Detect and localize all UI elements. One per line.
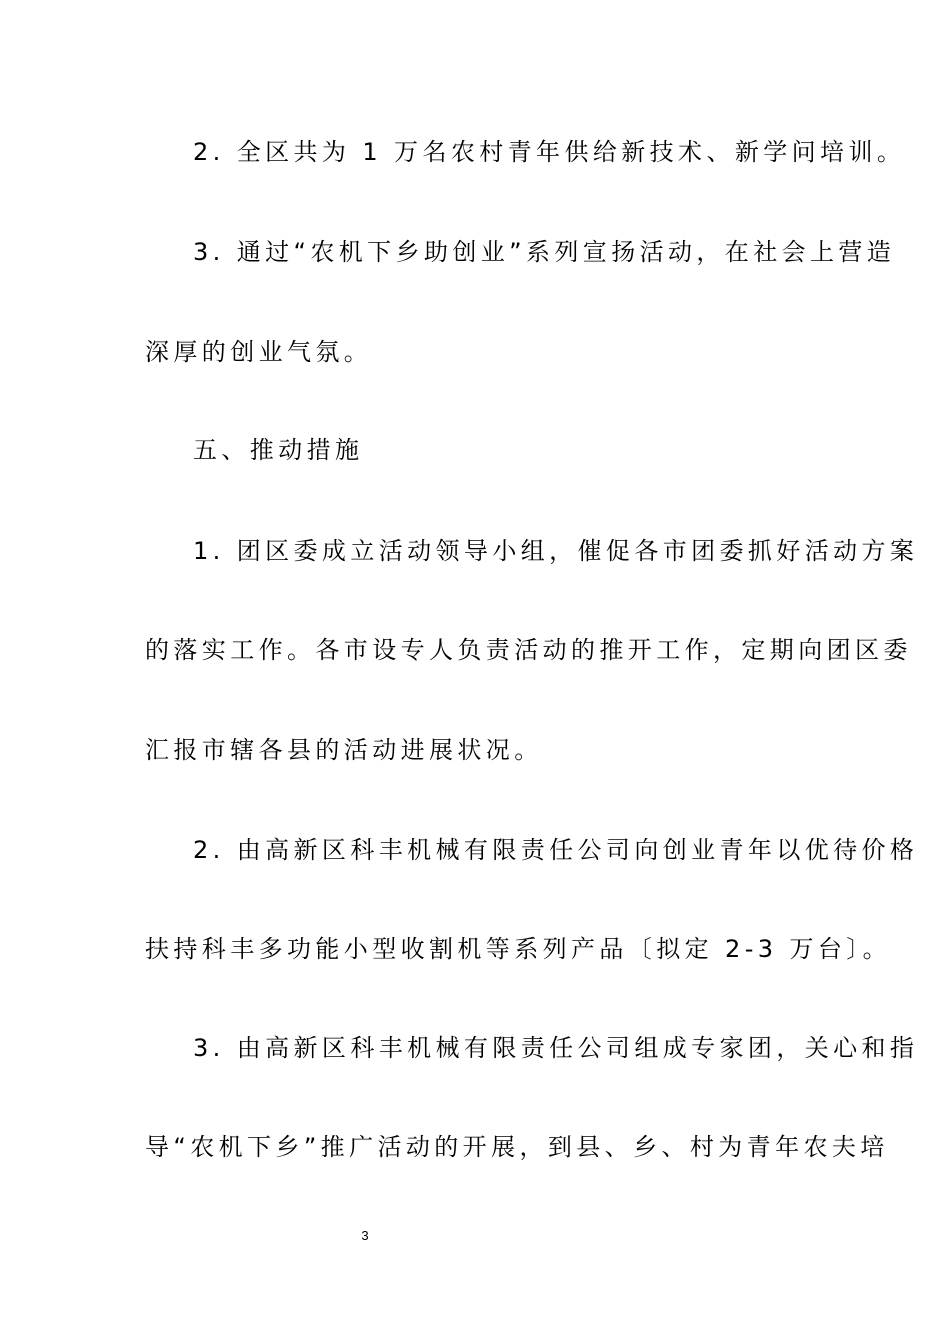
paragraph-line: 导“农机下乡”推广活动的开展，到县、乡、村为青年农夫培 bbox=[145, 1133, 889, 1161]
paragraph-line: 扶持科丰多功能小型收割机等系列产品〔拟定 2-3 万台〕。 bbox=[145, 935, 892, 963]
paragraph-line: 的落实工作。各市设专人负责活动的推开工作，定期向团区委 bbox=[145, 636, 912, 664]
paragraph-line: 2. 全区共为 1 万名农村青年供给新技术、新学问培训。 bbox=[193, 138, 906, 166]
paragraph-line: 3. 通过“农机下乡助创业”系列宣扬活动，在社会上营造 bbox=[193, 238, 896, 266]
page-number: 3 bbox=[361, 1228, 369, 1243]
section-heading: 五、推动措施 bbox=[193, 436, 364, 464]
paragraph-line: 深厚的创业气氛。 bbox=[145, 338, 373, 366]
paragraph-line: 1. 团区委成立活动领导小组，催促各市团委抓好活动方案 bbox=[193, 537, 919, 565]
paragraph-line: 2. 由高新区科丰机械有限责任公司向创业青年以优待价格 bbox=[193, 836, 919, 864]
paragraph-line: 汇报市辖各县的活动进展状况。 bbox=[145, 736, 543, 764]
paragraph-line: 3. 由高新区科丰机械有限责任公司组成专家团，关心和指 bbox=[193, 1034, 919, 1062]
